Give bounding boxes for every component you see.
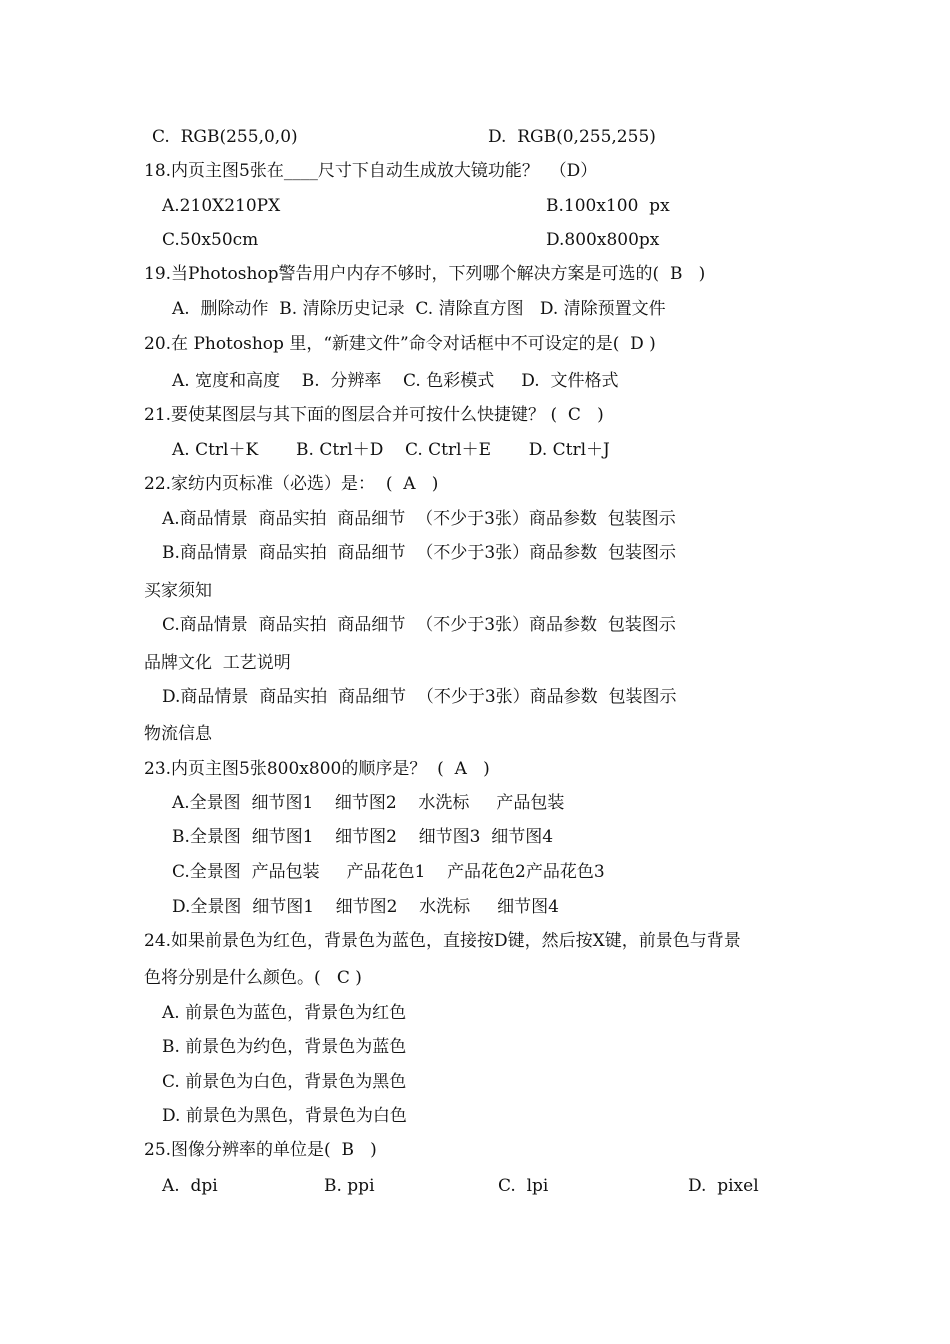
q24-option-b: B. 前景色为约色，背景色为蓝色 [162, 1037, 407, 1057]
q25-option-b: B. ppi [324, 1176, 375, 1196]
q21-stem: 21.要使某图层与其下面的图层合并可按什么快捷键？ ( C ) [144, 405, 604, 425]
q23-option-d: D.全景图 细节图1 细节图2 水洗标 细节图4 [172, 897, 559, 917]
q24-stem-line1: 24.如果前景色为红色，背景色为蓝色，直接按D键，然后按X键，前景色与背景 [144, 931, 741, 951]
q24-option-d: D. 前景色为黑色，背景色为白色 [162, 1106, 407, 1126]
q22-stem: 22.家纺内页标准（必选）是： ( A ) [144, 474, 439, 494]
q19-options: A. 删除动作 B. 清除历史记录 C. 清除直方图 D. 清除预置文件 [172, 299, 666, 319]
q22-option-b-continued: 买家须知 [144, 581, 212, 601]
q25-option-c: C. lpi [498, 1176, 549, 1196]
q18-stem: 18.内页主图5张在____尺寸下自动生成放大镜功能？ （D） [144, 161, 598, 181]
q22-option-c: C.商品情景 商品实拍 商品细节 （不少于3张）商品参数 包装图示 [162, 615, 676, 635]
q22-option-a: A.商品情景 商品实拍 商品细节 （不少于3张）商品参数 包装图示 [162, 509, 676, 529]
q25-option-d: D. pixel [688, 1176, 759, 1196]
q23-option-b: B.全景图 细节图1 细节图2 细节图3 细节图4 [172, 827, 554, 847]
q23-option-c: C.全景图 产品包装 产品花色1 产品花色2产品花色3 [172, 862, 605, 882]
prev-option-d: D. RGB(0,255,255) [488, 127, 656, 147]
q24-option-c: C. 前景色为白色，背景色为黑色 [162, 1072, 407, 1092]
q19-stem: 19.当Photoshop警告用户内存不够时，下列哪个解决方案是可选的( B ) [144, 264, 706, 284]
q25-stem: 25.图像分辨率的单位是( B ) [144, 1140, 377, 1160]
q18-option-b: B.100x100 px [546, 196, 670, 216]
q24-stem-line2: 色将分别是什么颜色。( C ) [144, 968, 362, 988]
q22-option-b: B.商品情景 商品实拍 商品细节 （不少于3张）商品参数 包装图示 [162, 543, 676, 563]
prev-option-c: C. RGB(255,0,0) [152, 127, 298, 147]
q23-stem: 23.内页主图5张800x800的顺序是？ ( A ) [144, 759, 490, 779]
q22-option-c-continued: 品牌文化 工艺说明 [144, 653, 291, 673]
q22-option-d-continued: 物流信息 [144, 724, 212, 744]
q20-stem: 20.在 Photoshop 里，“新建文件”命令对话框中不可设定的是( D ) [144, 334, 656, 354]
q22-option-d: D.商品情景 商品实拍 商品细节 （不少于3张）商品参数 包装图示 [162, 687, 677, 707]
q23-option-a: A.全景图 细节图1 细节图2 水洗标 产品包装 [172, 793, 565, 813]
q18-option-a: A.210X210PX [162, 196, 281, 216]
q20-options: A. 宽度和高度 B. 分辨率 C. 色彩模式 D. 文件格式 [172, 371, 619, 391]
q24-option-a: A. 前景色为蓝色，背景色为红色 [162, 1003, 407, 1023]
q21-options: A. Ctrl＋K B. Ctrl＋D C. Ctrl＋E D. Ctrl＋J [172, 440, 610, 460]
q18-option-d: D.800x800px [546, 230, 660, 250]
q18-option-c: C.50x50cm [162, 230, 259, 250]
q25-option-a: A. dpi [162, 1176, 218, 1196]
